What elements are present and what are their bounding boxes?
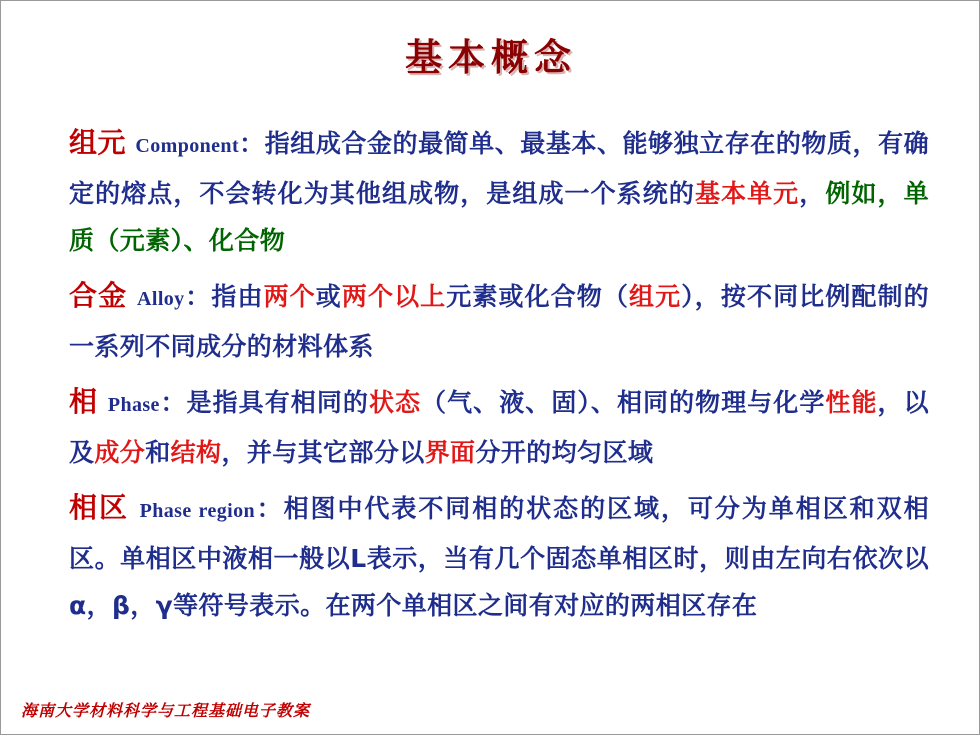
text-segment: 指组成合金的最简单、最基本、能够独立存在的物质，有确定的熔点，不会转化为其他组成物，是组成一个系统的	[69, 129, 930, 208]
text-segment: （气、液、固）、相同的物理与化学	[421, 388, 826, 417]
footer-caption: 海南大学材料科学与工程基础电子教案	[21, 701, 311, 720]
slide-title: 基本概念	[405, 35, 577, 79]
highlight-segment: 结构	[170, 438, 222, 467]
definition-phase-region	[69, 484, 929, 629]
term-english: Phase	[107, 394, 160, 416]
highlight-segment: 两个	[263, 282, 316, 311]
colon: ：	[239, 129, 265, 158]
highlight-segment: 基本单元	[694, 179, 800, 208]
colon: ：	[255, 494, 284, 523]
definition-phase	[69, 378, 929, 476]
text-segment: ，并与其它部分以	[221, 438, 425, 467]
term-label: 相	[69, 385, 99, 418]
text-segment: 指由	[211, 282, 264, 311]
text-segment: 或	[315, 282, 342, 311]
example-segment: 例如，单质（元素）、化合物	[69, 179, 930, 255]
highlight-segment: 两个以上	[341, 282, 447, 311]
highlight-segment: 组元	[628, 282, 682, 311]
colon: ：	[184, 282, 212, 311]
highlight-segment: 性能	[825, 388, 878, 417]
term-english: Component	[135, 135, 240, 157]
term-label: 合金	[69, 279, 128, 312]
text-segment: 相图中代表不同相的状态的区域，可分为单相区和双相区。单相区中液相一般以L表示，当有几个固态单相区时，则由左向右依次以α，β，γ等符号表示。在两个单相区之间有对应的两相区存在	[69, 494, 930, 620]
definition-alloy	[69, 272, 929, 370]
term-label: 组元	[69, 126, 127, 159]
slide-body	[69, 119, 929, 637]
text-segment: 和	[145, 438, 171, 467]
text-segment: 元素或化合物（	[446, 282, 629, 311]
text-segment: ，以及	[69, 388, 929, 467]
term-label: 相区	[69, 491, 129, 524]
text-segment: 是指具有相同的	[186, 388, 369, 417]
definition-component	[69, 119, 929, 264]
text-segment: ，	[799, 179, 826, 208]
highlight-segment: 状态	[368, 388, 422, 417]
highlight-segment: 界面	[424, 438, 476, 467]
text-segment: ），按不同比例配制的一系列不同成分的材料体系	[69, 282, 929, 361]
term-english: Phase region	[139, 500, 256, 522]
colon: ：	[159, 388, 187, 417]
highlight-segment: 成分	[94, 438, 146, 467]
term-english: Alloy	[137, 288, 185, 310]
text-segment: 分开的均匀区域	[475, 438, 654, 467]
